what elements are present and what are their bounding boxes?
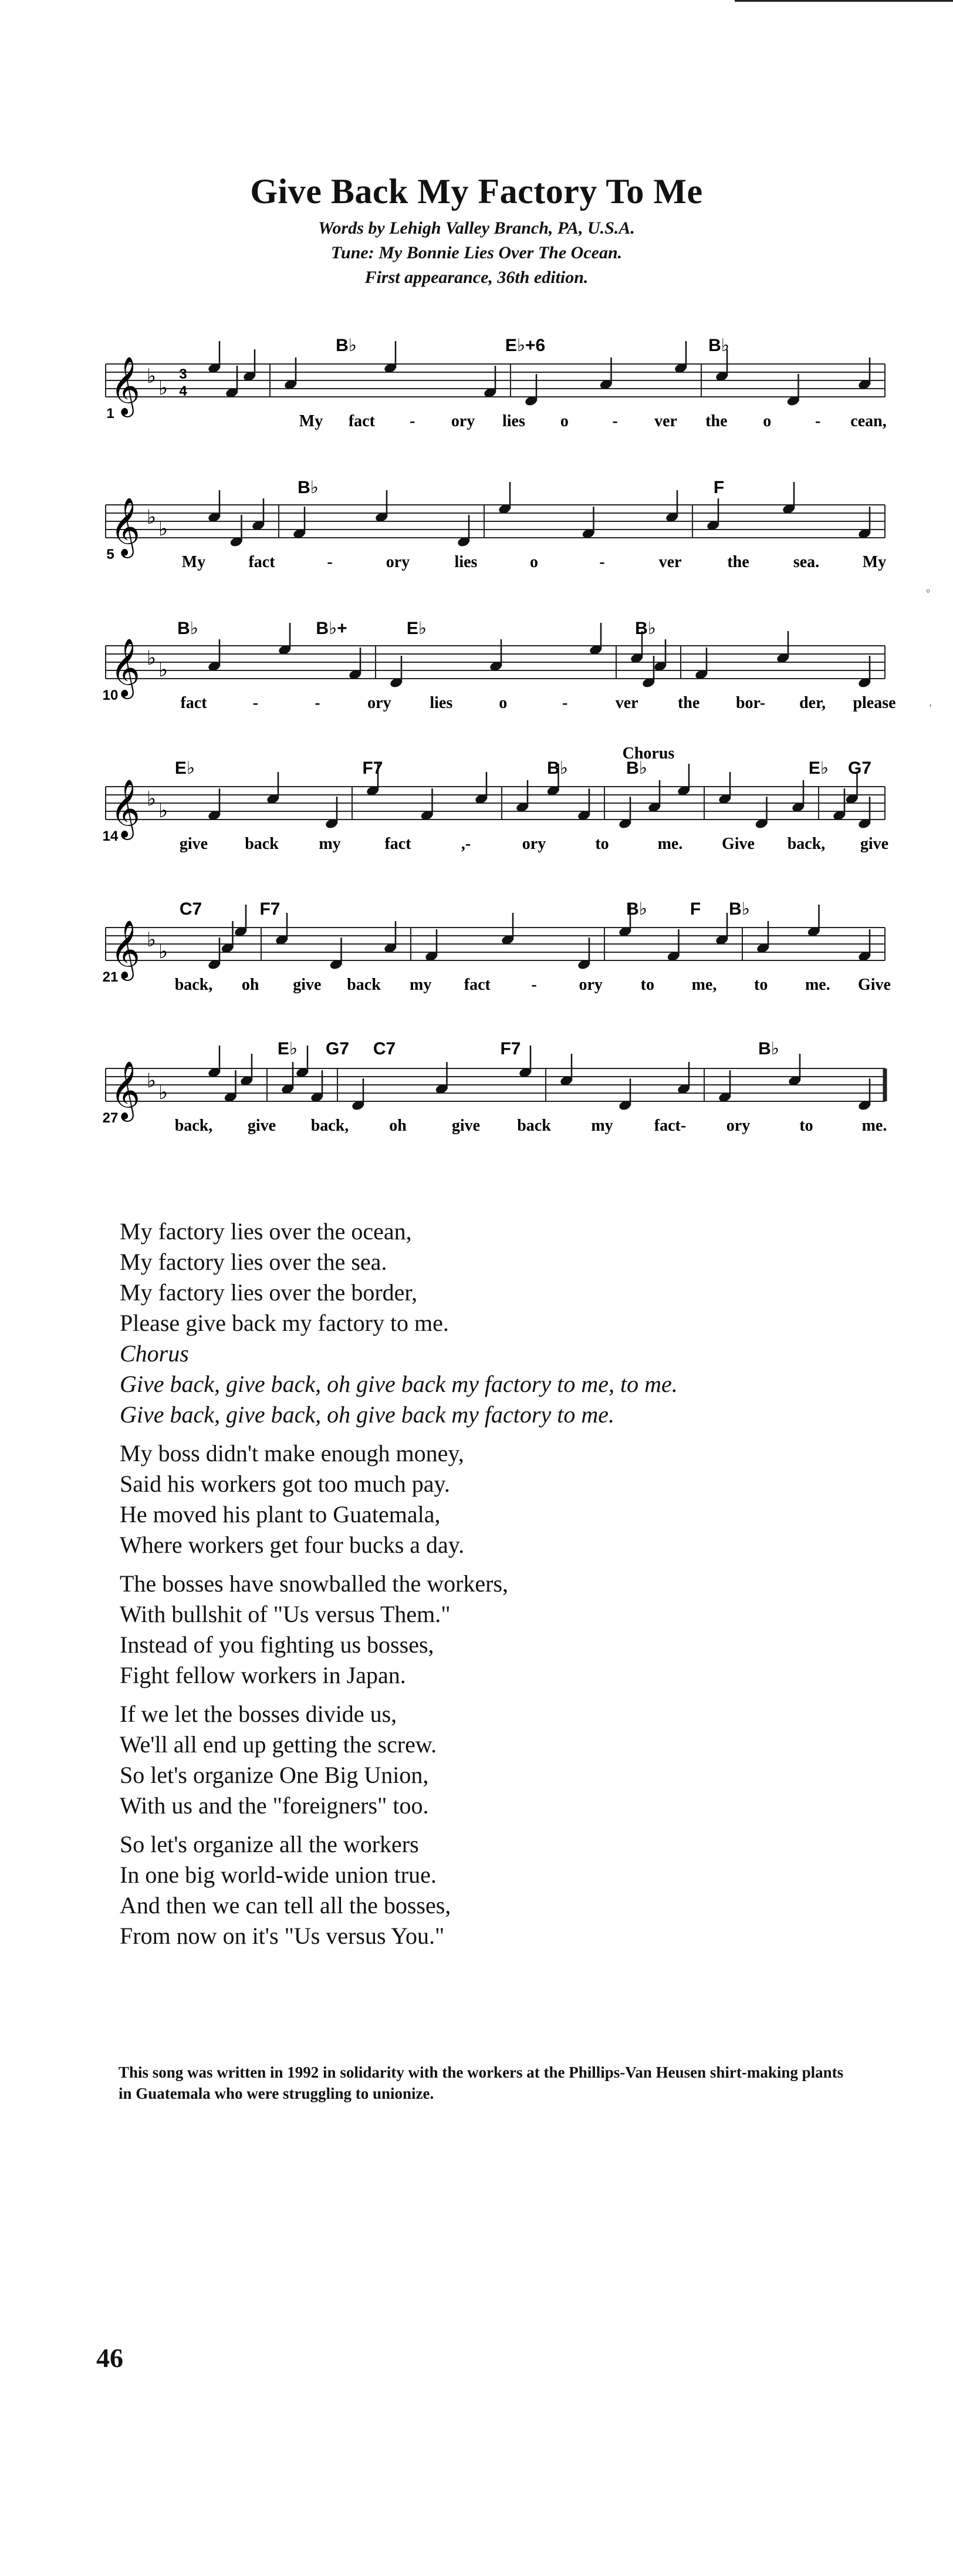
lyric-syllable: to (799, 1117, 813, 1135)
lyric-syllable: back, (174, 1117, 213, 1135)
staff-system-4 (106, 764, 885, 840)
lyric-syllable: fact- (654, 1117, 687, 1135)
margin-mark: ' (930, 702, 932, 714)
measure-number: 10 (102, 687, 119, 703)
lyric-syllable: give (451, 1117, 481, 1135)
time-signature-bottom: 4 (179, 383, 187, 399)
lyric-syllable: the (727, 553, 749, 571)
verse-line: Where workers get four bucks a day. (120, 1532, 465, 1558)
verse-line: In one big world-wide union true. (120, 1862, 437, 1888)
lyric-syllable: the (677, 694, 700, 712)
chord-symbol: B♭ (298, 478, 319, 497)
flat-icon: ♭ (158, 800, 168, 822)
lyric-syllable: ,- (461, 835, 471, 853)
chord-symbol: E♭ (406, 619, 427, 638)
lyric-syllable: fact (464, 976, 491, 994)
flat-icon: ♭ (158, 940, 168, 963)
staff-system-2 (106, 482, 885, 558)
lyric-syllable: der, (799, 694, 826, 712)
lyric-syllable: cean, (850, 412, 887, 430)
treble-clef-icon: 𝄞 (110, 639, 140, 696)
measure-number: 14 (102, 828, 119, 844)
verse-line: So let's organize all the workers (120, 1831, 419, 1857)
chord-symbol: F (690, 899, 701, 919)
chord-symbol: B♭ (758, 1039, 779, 1058)
lyric-syllable: fact (348, 412, 375, 430)
verse-2 (120, 1438, 836, 1560)
verse-line: My boss didn't make enough money, (120, 1440, 464, 1466)
verse-line: Instead of you fighting us bosses, (120, 1631, 434, 1658)
verse-line: We'll all end up getting the screw. (120, 1731, 437, 1758)
verse-1 (120, 1216, 836, 1338)
margin-mark: ° (926, 587, 931, 599)
lyric-syllable: give (860, 835, 889, 853)
lyric-syllable: sea. (793, 553, 820, 571)
lyric-syllable: - (410, 412, 415, 430)
chord-symbol: B♭ (729, 899, 750, 919)
lyric-syllable: - (599, 553, 605, 571)
lyric-syllable: ver (658, 553, 682, 571)
lyric-syllable: please (853, 694, 896, 712)
lyric-syllable: me. (861, 1117, 887, 1135)
verse-line: My factory lies over the border, (120, 1279, 418, 1306)
chord-symbol: B♭ (708, 336, 729, 355)
lyric-syllable: me, (691, 976, 717, 994)
chorus-line: Give back, give back, oh give back my factory to me. (120, 1401, 614, 1428)
lyric-syllable: my (591, 1117, 613, 1135)
lyric-syllable: me. (657, 835, 683, 853)
song-title: Give Back My Factory To Me (250, 172, 703, 211)
chord-symbol: F (713, 478, 725, 497)
flat-icon: ♭ (147, 365, 157, 387)
verse-line: Fight fellow workers in Japan. (120, 1662, 406, 1688)
staff-system-3 (106, 623, 885, 699)
chord-symbol: F7 (259, 899, 281, 919)
verse-line: My factory lies over the ocean, (120, 1218, 412, 1245)
chord-symbol: E♭+6 (505, 336, 546, 355)
lyrics-block (120, 1216, 836, 1951)
lyric-syllable: give (247, 1117, 276, 1135)
chorus-line: Give back, give back, oh give back my factory to me, to me. (120, 1371, 678, 1397)
verse-line: From now on it's "Us versus You." (120, 1923, 445, 1949)
verse-line: If we let the bosses divide us, (120, 1701, 397, 1727)
flat-icon: ♭ (147, 1070, 157, 1092)
flat-icon: ♭ (147, 929, 157, 951)
chord-symbol: E♭ (808, 758, 829, 778)
measure-number: 5 (106, 547, 114, 562)
lyric-syllable: ver (654, 412, 677, 430)
chord-symbol: B♭+ (316, 619, 347, 638)
treble-clef-icon: 𝄞 (110, 498, 140, 555)
treble-clef-icon: 𝄞 (110, 1062, 140, 1118)
chord-symbol: B♭ (635, 619, 656, 638)
chord-symbol: E♭ (277, 1039, 298, 1058)
lyric-syllable: ory (386, 553, 410, 571)
lyric-syllable: Give (722, 835, 755, 853)
lyric-syllable: - (531, 976, 537, 994)
chord-symbol: G7 (325, 1039, 350, 1058)
lyric-syllable: back (245, 835, 279, 853)
treble-clef-icon: 𝄞 (110, 780, 140, 837)
lyric-syllable: back, (787, 835, 826, 853)
lyric-syllable: back, (174, 976, 213, 994)
verse-line: My factory lies over the sea. (120, 1249, 387, 1275)
lyric-syllable: - (252, 694, 259, 712)
lyric-syllable: me. (805, 976, 830, 994)
lyric-syllable: My (299, 412, 323, 430)
verse-line: With us and the "foreigners" too. (120, 1792, 429, 1819)
lyric-syllable: back, (310, 1117, 349, 1135)
chord-symbol: B♭ (336, 336, 357, 355)
flat-icon: ♭ (158, 377, 168, 399)
lyric-syllable: - (612, 412, 618, 430)
measure-number: 1 (106, 406, 114, 422)
lyric-syllable: ory (579, 976, 603, 994)
lyric-syllable: give (179, 835, 208, 853)
lyric-syllable: back (347, 976, 381, 994)
flat-icon: ♭ (147, 788, 157, 810)
lyric-syllable: to (640, 976, 654, 994)
lyric-syllable: fact (248, 553, 275, 571)
lyric-syllable: back (517, 1117, 551, 1135)
lyric-syllable: ory (451, 412, 475, 430)
lyric-syllable: o (560, 412, 569, 430)
lyric-syllable: ory (726, 1117, 751, 1135)
flat-icon: ♭ (158, 1081, 168, 1104)
treble-clef-icon: 𝄞 (110, 358, 140, 414)
chord-symbol: B♭ (177, 619, 198, 638)
chord-symbol: E♭ (174, 758, 195, 778)
lyric-syllable: o (499, 694, 508, 712)
lyric-syllable: the (705, 412, 728, 430)
lyric-syllable: bor- (735, 694, 766, 712)
chorus (120, 1369, 836, 1430)
lyric-syllable: ver (615, 694, 638, 712)
verse-4 (120, 1699, 836, 1821)
chord-symbol: C7 (179, 899, 202, 919)
verse-line: So let's organize One Big Union, (120, 1762, 429, 1788)
lyric-syllable: oh (241, 976, 259, 994)
footnote: This song was written in 1992 in solidarity with the workers at the Phillips-Van Heusen shirt-making plants in Guatemala who were struggling to unionize. (119, 2064, 844, 2102)
lyric-syllable: lies (454, 553, 478, 571)
lyric-syllable: - (562, 694, 568, 712)
lyric-syllable: to (754, 976, 768, 994)
flat-icon: ♭ (147, 647, 157, 669)
lyric-syllable: o (530, 553, 538, 571)
lyric-syllable: give (293, 976, 322, 994)
lyric-syllable: ory (522, 835, 546, 853)
chord-symbol: B♭ (547, 758, 568, 778)
lyric-syllable: my (410, 976, 432, 994)
lyric-syllable: o (763, 412, 772, 430)
tune-credit: Tune: My Bonnie Lies Over The Ocean. (330, 243, 623, 262)
lyric-syllable: fact (384, 835, 411, 853)
lyric-syllable: ory (367, 694, 391, 712)
lyric-syllable: My (181, 553, 206, 571)
chord-symbol: F7 (362, 758, 383, 778)
chord-symbol: C7 (373, 1039, 396, 1058)
verse-line: Please give back my factory to me. (120, 1310, 449, 1336)
time-signature-top: 3 (179, 366, 187, 382)
flat-icon: ♭ (158, 518, 168, 540)
measure-number: 21 (102, 969, 119, 985)
treble-clef-icon: 𝄞 (110, 921, 140, 977)
chorus-marker: Chorus (622, 744, 675, 763)
lyric-syllable: to (595, 835, 609, 853)
lyric-syllable: - (815, 412, 821, 430)
lyric-syllable: - (315, 694, 320, 712)
verse-line: The bosses have snowballed the workers, (120, 1570, 509, 1597)
appearance-note: First appearance, 36th edition. (364, 268, 589, 287)
words-credit: Words by Lehigh Valley Branch, PA, U.S.A. (318, 218, 635, 238)
chord-symbol: F7 (500, 1039, 521, 1058)
chorus-label: Chorus (120, 1340, 189, 1367)
verse-line: He moved his plant to Guatemala, (120, 1501, 441, 1528)
flat-icon: ♭ (158, 659, 168, 681)
chord-symbol: G7 (847, 758, 872, 778)
sheet-music (0, 0, 953, 1174)
lyric-syllable: Give (858, 976, 891, 994)
lyric-syllable: lies (502, 412, 525, 430)
staff-system-5 (106, 905, 885, 981)
chord-symbol: B♭ (626, 899, 647, 919)
verse-5 (120, 1829, 836, 1951)
lyric-syllable: my (319, 835, 341, 853)
verse-3 (120, 1569, 836, 1691)
staff-system-1 (106, 341, 885, 417)
flat-icon: ♭ (147, 506, 157, 528)
lyric-syllable: fact (180, 694, 207, 712)
verse-line: Said his workers got too much pay. (120, 1471, 450, 1497)
lyric-syllable: My (862, 553, 887, 571)
page-number: 46 (96, 2343, 123, 2373)
lyric-syllable: lies (430, 694, 453, 712)
lyric-syllable: oh (389, 1117, 407, 1135)
lyric-syllable: - (327, 553, 333, 571)
chord-symbol: B♭ (626, 758, 647, 778)
verse-line: With bullshit of "Us versus Them." (120, 1601, 451, 1627)
verse-line: And then we can tell all the bosses, (120, 1892, 451, 1918)
measure-number: 27 (102, 1110, 119, 1126)
